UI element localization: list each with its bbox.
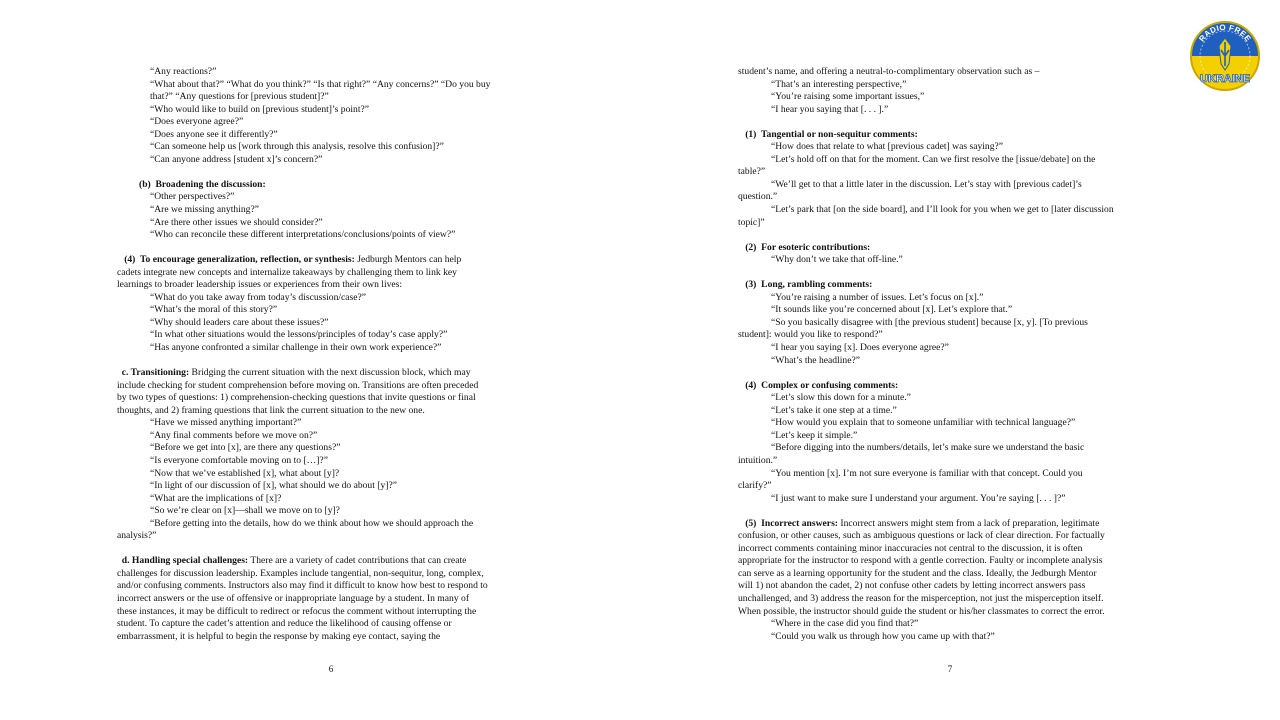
text-line xyxy=(738,179,1163,192)
text-line xyxy=(117,141,542,154)
line-text: student’s name, and offering a neutral-to-complimentary observation such as – xyxy=(738,66,1040,77)
line-text: “How would you explain that to someone unfamiliar with technical language?” xyxy=(771,417,1076,429)
line-text: “What do you take away from today’s discussion/case?” xyxy=(150,291,367,303)
text-line xyxy=(117,442,542,455)
line-text: “So we’re clear on [x]—shall we move on to [y]? xyxy=(150,505,340,517)
text-line xyxy=(117,329,542,342)
line-text: “Before digging into the numbers/details, let’s make sure we understand the basic xyxy=(771,442,1085,454)
line-text: “So you basically disagree with [the previous student] because [x, y]. [To previous xyxy=(771,316,1088,328)
text-line xyxy=(117,468,542,481)
text-line xyxy=(738,304,1163,317)
line-text: incorrect comments containing minor inaccuracies not central to the discussion, it is often xyxy=(738,542,1083,554)
text-line xyxy=(738,631,1163,644)
line-text: “Now that we’ve established [x], what about [y]? xyxy=(150,467,340,479)
logo-text-bottom: UKRAINE xyxy=(1199,73,1251,85)
line-text: “Before getting into the details, how do we think about how we should approach the xyxy=(150,517,474,529)
text-line xyxy=(117,104,542,117)
text-line xyxy=(117,580,542,593)
text-line xyxy=(738,292,1163,305)
text-line xyxy=(117,618,542,631)
section-heading: (4) Complex or confusing comments: xyxy=(738,379,899,391)
text-line xyxy=(738,104,1163,117)
line-text: clarify?” xyxy=(738,480,772,492)
text-line xyxy=(117,631,542,644)
section-heading: (1) Tangential or non-sequitur comments: xyxy=(738,128,918,140)
section-heading: (3) Long, rambling comments: xyxy=(738,279,873,291)
text-line xyxy=(738,154,1163,167)
text-line xyxy=(117,430,542,443)
text-line xyxy=(117,493,542,506)
line-text: When possible, the instructor should guide the student or his/her classmates to correct the error. xyxy=(738,605,1105,617)
blank-line xyxy=(738,229,1163,242)
line-text: “Other perspectives?” xyxy=(150,191,235,203)
radio-free-ukraine-logo xyxy=(1187,16,1263,98)
line-text: “Let’s park that [on the side board], and I’ll look for you when we get to [later discussion xyxy=(771,204,1114,216)
text-line xyxy=(117,217,542,230)
line-text: “What’s the moral of this story?” xyxy=(150,304,278,316)
right-page xyxy=(640,0,1280,720)
text-line xyxy=(738,79,1163,92)
text-line xyxy=(117,267,542,280)
line-text: “Have we missed anything important?” xyxy=(150,417,302,429)
line-text: “Can someone help us [work through this analysis, resolve this confusion]?” xyxy=(150,141,444,153)
line-text: “Could you walk us through how you came up with that?” xyxy=(771,630,995,642)
text-line xyxy=(117,606,542,619)
text-line xyxy=(738,342,1163,355)
text-line xyxy=(738,191,1163,204)
text-line xyxy=(738,254,1163,267)
text-line xyxy=(117,505,542,518)
text-line xyxy=(738,392,1163,405)
line-text: that?” “Any questions for [previous student]?” xyxy=(150,91,329,103)
text-line xyxy=(738,618,1163,631)
logo-text-top: RADIO FREE xyxy=(1197,22,1253,44)
text-line xyxy=(738,417,1163,430)
text-line xyxy=(738,91,1163,104)
line-text: “Are we missing anything?” xyxy=(150,204,259,216)
line-text: student]: would you like to respond?” xyxy=(738,329,883,341)
line-text: “Does everyone agree?” xyxy=(150,116,244,128)
line-text: “Who can reconcile these different interpretations/conclusions/points of view?” xyxy=(150,229,456,241)
text-line xyxy=(738,593,1163,606)
blank-line xyxy=(738,116,1163,129)
line-text: “Let’s take it one step at a time.” xyxy=(771,404,897,416)
line-text: “In light of our discussion of [x], what should we do about [y]?” xyxy=(150,480,397,492)
text-line xyxy=(117,593,542,606)
text-line xyxy=(738,141,1163,154)
line-text: “You mention [x]. I’m not sure everyone is familiar with that concept. Could you xyxy=(771,467,1083,479)
text-line xyxy=(738,580,1163,593)
text-line xyxy=(738,568,1163,581)
line-text: Incorrect answers might stem from a lack of preparation, legitimate xyxy=(838,517,1100,529)
line-text: “I hear you saying [x]. Does everyone agree?” xyxy=(771,342,949,354)
page-number: 6 xyxy=(328,664,334,674)
text-line xyxy=(738,493,1163,506)
text-line xyxy=(117,91,542,104)
text-line xyxy=(117,380,542,393)
text-line xyxy=(738,166,1163,179)
text-line xyxy=(738,468,1163,481)
line-text: “Are there other issues we should consider?” xyxy=(150,216,323,228)
line-text: by two types of questions: 1) comprehension-checking questions that invite questions or final xyxy=(117,392,476,404)
text-line xyxy=(738,329,1163,342)
blank-line xyxy=(117,166,542,179)
text-line xyxy=(117,568,542,581)
line-text: “Any reactions?” xyxy=(150,66,217,77)
line-text: “That’s an interesting perspective,” xyxy=(771,78,907,90)
text-line xyxy=(117,116,542,129)
text-line xyxy=(117,317,542,330)
line-text: “What’s the headline?” xyxy=(771,354,860,366)
line-text: “Has anyone confronted a similar challenge in their own work experience?” xyxy=(150,342,442,354)
line-text: Bridging the current situation with the next discussion block, which may xyxy=(189,367,471,379)
text-line xyxy=(117,342,542,355)
section-heading: (4) To encourage generalization, reflection, or synthesis: xyxy=(117,254,355,266)
line-text: question.” xyxy=(738,191,778,203)
text-line xyxy=(117,204,542,217)
line-text: intuition.” xyxy=(738,454,778,466)
text-line xyxy=(117,405,542,418)
text-line xyxy=(738,317,1163,330)
section-heading: c. Transitioning: xyxy=(117,367,190,379)
text-line xyxy=(117,304,542,317)
text-line xyxy=(117,66,542,79)
line-text: “I hear you saying that [. . . ].” xyxy=(771,103,889,115)
line-text: “Before we get into [x], are there any questions?” xyxy=(150,442,341,454)
text-line xyxy=(117,154,542,167)
line-text: There are a variety of cadet contributions that can create xyxy=(248,555,467,567)
line-text: thoughts, and 2) framing questions that link the current situation to the new one. xyxy=(117,404,425,416)
line-text: embarrassment, it is helpful to begin the response by making eye contact, saying the xyxy=(117,630,441,642)
line-text: “How does that relate to what [previous cadet] was saying?” xyxy=(771,141,1004,153)
line-text: “Let’s keep it simple.” xyxy=(771,429,858,441)
text-line xyxy=(738,543,1163,556)
blank-line xyxy=(117,543,542,556)
line-text: “What are the implications of [x]? xyxy=(150,492,282,504)
left-page-body xyxy=(117,66,542,643)
heading-line xyxy=(738,518,1163,531)
text-line xyxy=(117,417,542,430)
line-text: “Does anyone see it differently?” xyxy=(150,128,278,140)
line-text: “Why should leaders care about these issues?” xyxy=(150,316,329,328)
text-line xyxy=(117,480,542,493)
line-text: and/or confusing comments. Instructors also may find it difficult to know how best to respond to xyxy=(117,580,488,592)
line-text: table?” xyxy=(738,166,766,178)
heading-line xyxy=(738,242,1163,255)
line-text: “Let’s slow this down for a minute.” xyxy=(771,392,911,404)
line-text: student. To capture the cadet’s attention and reduce the likelihood of causing offense or xyxy=(117,618,452,630)
blank-line xyxy=(117,355,542,368)
text-line xyxy=(738,455,1163,468)
line-text: “Why don’t we take that off-line.” xyxy=(771,254,903,266)
heading-line xyxy=(117,367,542,380)
heading-line xyxy=(117,555,542,568)
text-line xyxy=(117,129,542,142)
text-line xyxy=(738,405,1163,418)
right-page-body xyxy=(738,66,1163,643)
line-text: topic]” xyxy=(738,216,765,228)
blank-line xyxy=(738,505,1163,518)
line-text: can serve as a learning opportunity for the student and the class. Ideally, the Jedburgh Mentor xyxy=(738,567,1097,579)
line-text: “You’re raising a number of issues. Let’s focus on [x].” xyxy=(771,291,984,303)
text-line xyxy=(738,217,1163,230)
line-text: confusion, or other causes, such as ambiguous questions or lack of clear direction. For factually xyxy=(738,530,1105,542)
text-line xyxy=(117,191,542,204)
text-line xyxy=(738,66,1163,79)
text-line xyxy=(738,355,1163,368)
line-text: unchallenged, and 3) address the reason for the misperception, not just the misperception itself. xyxy=(738,592,1104,604)
line-text: “Any final comments before we move on?” xyxy=(150,429,318,441)
line-text: analysis?” xyxy=(117,530,157,542)
heading-line xyxy=(738,129,1163,142)
line-text: challenges for discussion leadership. Examples include tangential, non-sequitur, long, complex, xyxy=(117,567,484,579)
text-line xyxy=(117,292,542,305)
text-line xyxy=(738,442,1163,455)
page-number: 7 xyxy=(947,664,953,674)
section-heading: (2) For esoteric contributions: xyxy=(738,241,871,253)
heading-line xyxy=(117,254,542,267)
blank-line xyxy=(738,367,1163,380)
line-text: incorrect answers or the use of offensive or inappropriate language by a student. In many of xyxy=(117,592,470,604)
text-line xyxy=(117,392,542,405)
line-text: include checking for student comprehension before moving on. Transitions are often preceded xyxy=(117,379,479,391)
line-text: “Let’s hold off on that for the moment. Can we first resolve the [issue/debate] on the xyxy=(771,153,1096,165)
text-line xyxy=(738,530,1163,543)
line-text: “I just want to make sure I understand your argument. You’re saying [. . . ]?” xyxy=(771,492,1066,504)
blank-line xyxy=(738,267,1163,280)
line-text: “We’ll get to that a little later in the discussion. Let’s stay with [previous cadet]’s xyxy=(771,178,1082,190)
line-text: cadets integrate new concepts and internalize takeaways by challenging them to link key xyxy=(117,266,457,278)
text-line xyxy=(738,606,1163,619)
text-line xyxy=(738,204,1163,217)
line-text: Jedburgh Mentors can help xyxy=(354,254,462,266)
section-heading: (b) Broadening the discussion: xyxy=(139,178,266,190)
blank-line xyxy=(117,242,542,255)
section-heading: d. Handling special challenges: xyxy=(117,555,249,567)
line-text: “It sounds like you’re concerned about [x]. Let’s explore that.” xyxy=(771,304,1013,316)
line-text: these instances, it may be difficult to redirect or refocus the comment without interrupting the xyxy=(117,605,477,617)
line-text: “Is everyone comfortable moving on to […]?” xyxy=(150,454,328,466)
heading-line xyxy=(738,279,1163,292)
line-text: learnings to broader leadership issues or experiences from their own lives: xyxy=(117,279,403,291)
line-text: “Who would like to build on [previous student]’s point?” xyxy=(150,103,370,115)
section-heading: (5) Incorrect answers: xyxy=(738,517,838,529)
line-text: “Can anyone address [student x]’s concern?” xyxy=(150,153,323,165)
text-line xyxy=(117,455,542,468)
text-line xyxy=(738,430,1163,443)
text-line xyxy=(738,480,1163,493)
line-text: appropriate for the instructor to respond with a gentle correction. Faulty or incomplete analysis xyxy=(738,555,1103,567)
line-text: “Where in the case did you find that?” xyxy=(771,618,919,630)
line-text: “In what other situations would the lessons/principles of today’s case apply?” xyxy=(150,329,448,341)
text-line xyxy=(117,530,542,543)
line-text: will 1) not abandon the cadet, 2) not confuse other cadets by letting incorrect answers pass xyxy=(738,580,1086,592)
heading-line xyxy=(738,380,1163,393)
line-text: “What about that?” “What do you think?” “Is that right?” “Any concerns?” “Do you buy xyxy=(150,78,491,90)
heading-line xyxy=(117,179,542,192)
text-line xyxy=(117,79,542,92)
text-line xyxy=(738,555,1163,568)
line-text: “You’re raising some important issues,” xyxy=(771,91,925,103)
text-line xyxy=(117,518,542,531)
text-line xyxy=(117,279,542,292)
text-line xyxy=(117,229,542,242)
